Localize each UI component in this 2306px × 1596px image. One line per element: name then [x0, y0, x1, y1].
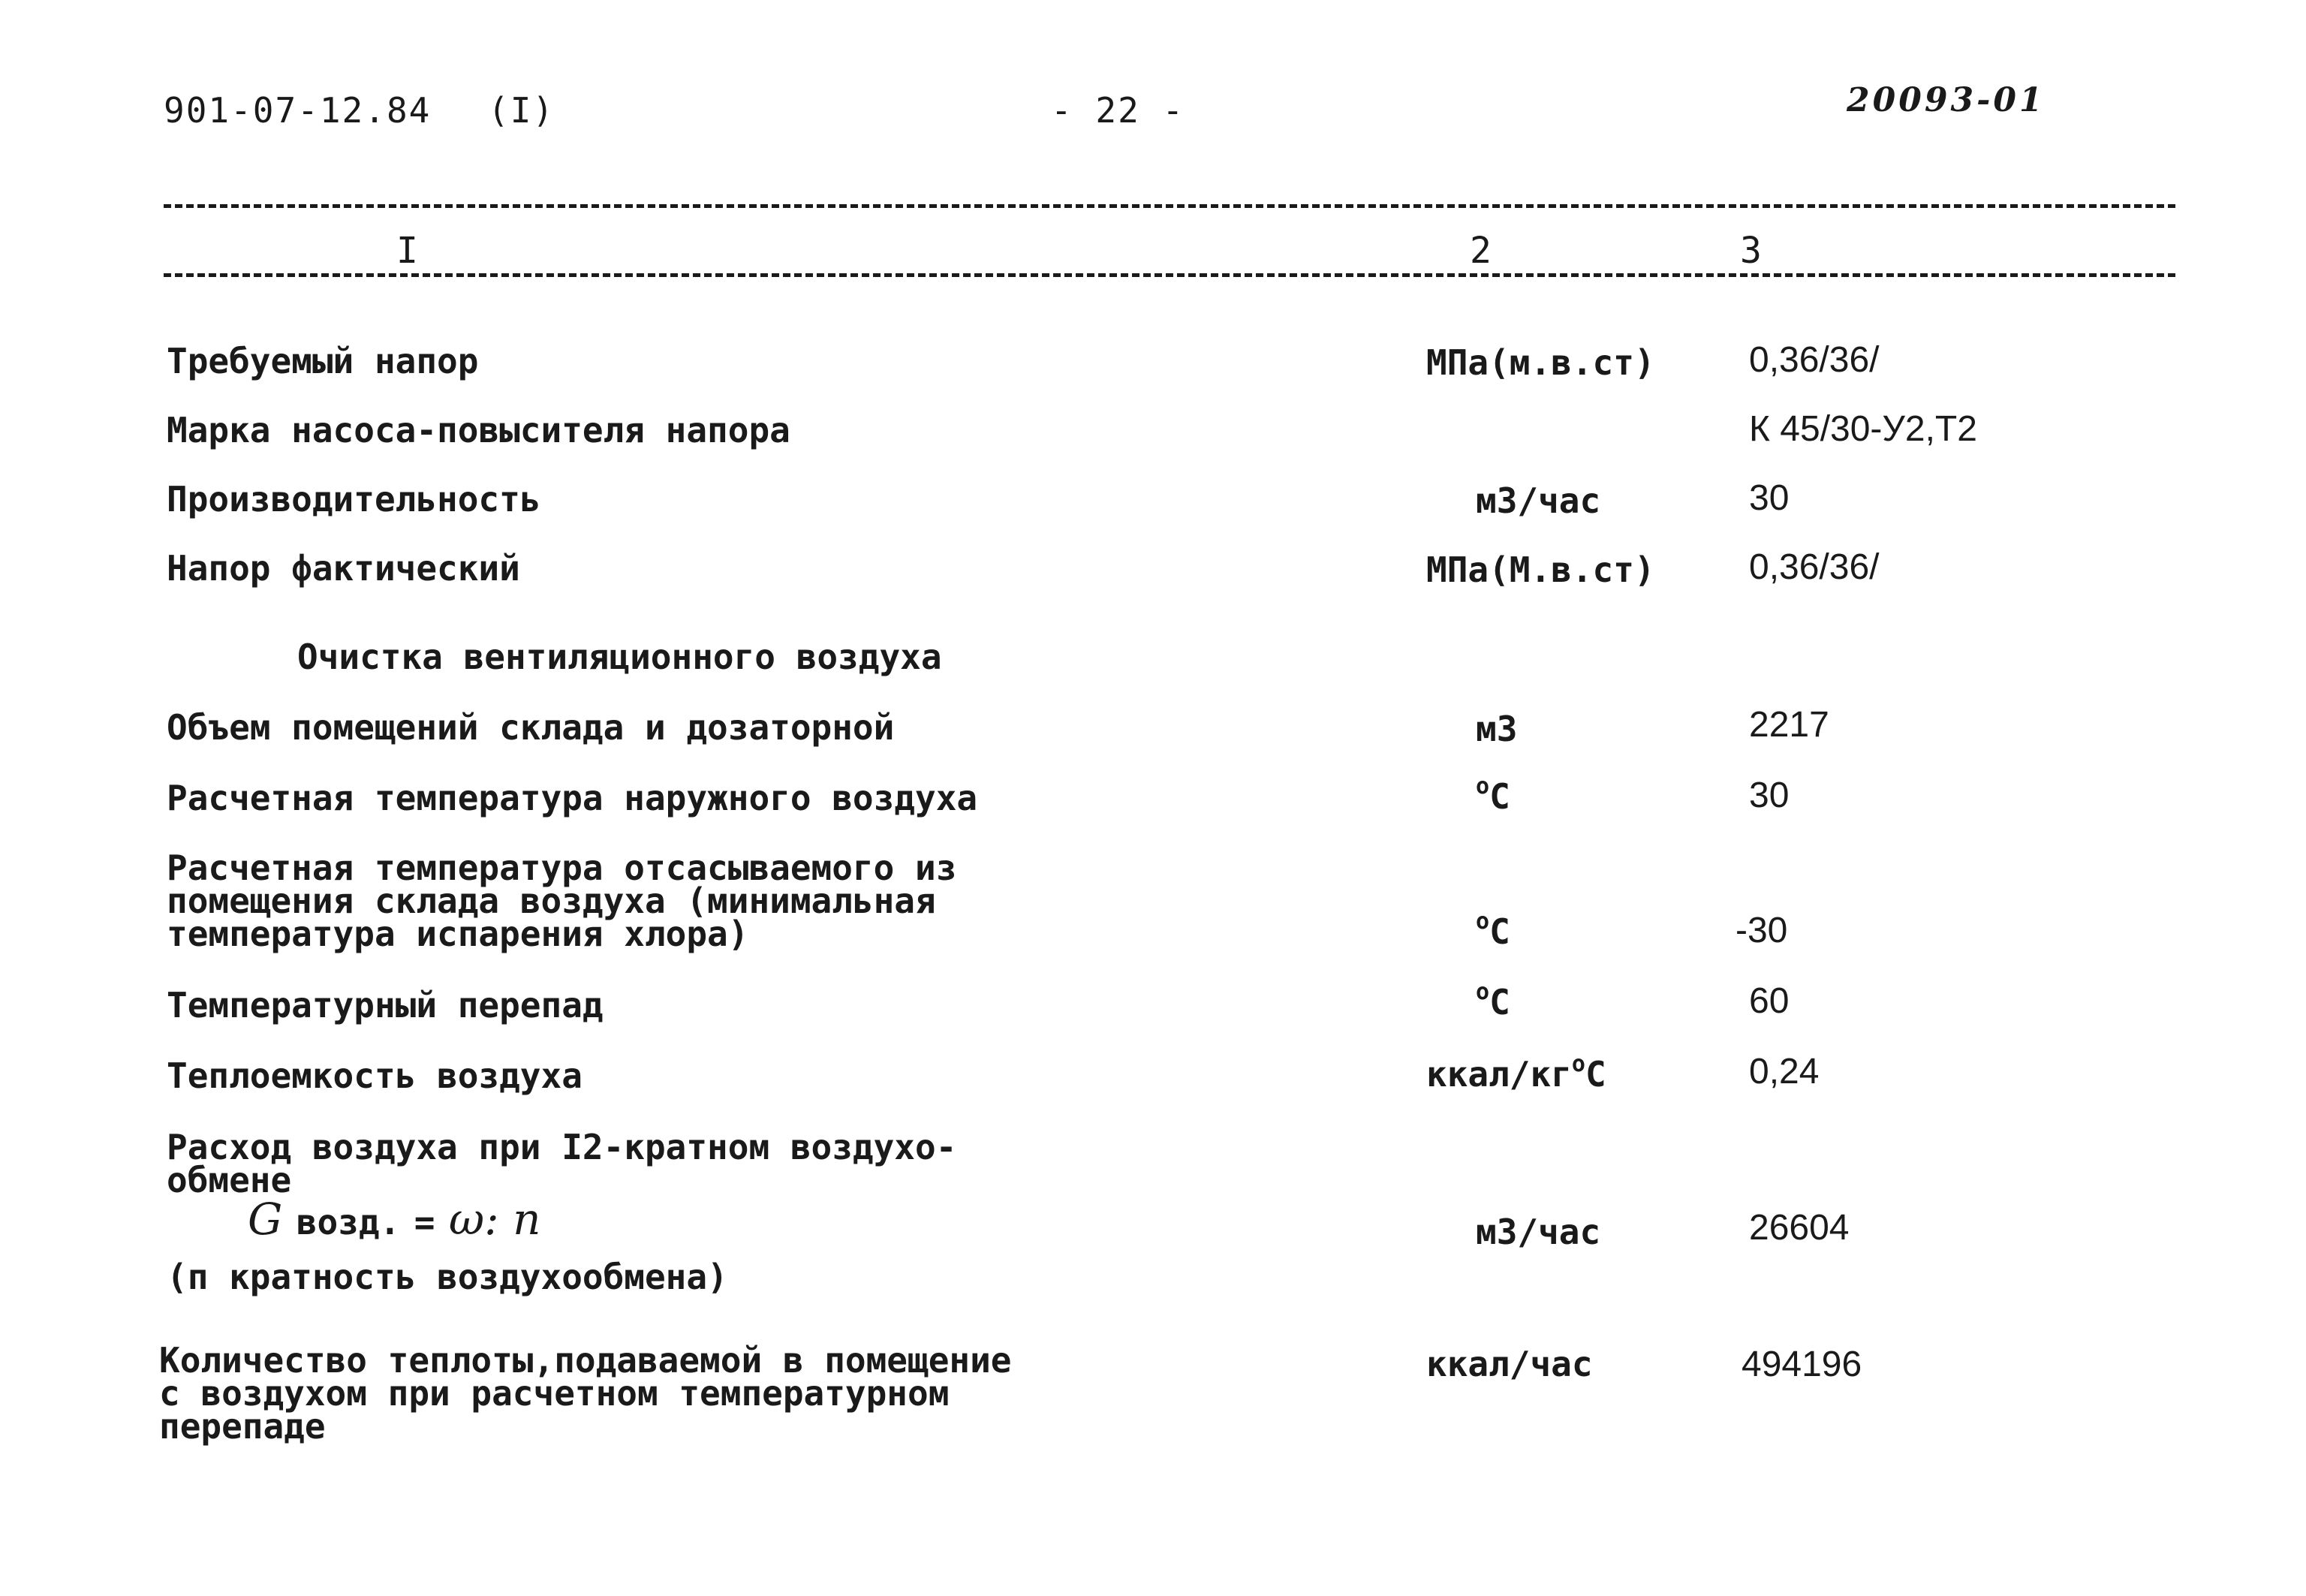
unit-celsius: C	[1489, 776, 1510, 817]
unit-celsius: C	[1489, 911, 1510, 952]
row-label: Температурный перепад	[167, 985, 604, 1025]
air-flow-formula	[248, 1194, 540, 1245]
unit-celsius: C	[1489, 982, 1510, 1022]
row-label: Расчетная температура отсасываемого из помещения склада воздуха (минимальная температура испарения хлора)	[167, 848, 957, 954]
formula-rhs: ω: n	[448, 1194, 541, 1245]
row-unit: ккал/час	[1426, 1344, 1593, 1384]
formula-note: (п кратность воздухообмена)	[167, 1257, 728, 1297]
row-label: Количество теплоты,подаваемой в помещение с воздухом при расчетном температурном перепаде	[159, 1340, 1012, 1447]
row-value: -30	[1736, 911, 1788, 950]
row-value: 26604	[1749, 1208, 1850, 1248]
row-unit: МПа(М.в.ст)	[1426, 550, 1655, 590]
row-value: 60	[1749, 981, 1790, 1021]
row-unit: м3	[1476, 709, 1518, 749]
column-2-number: 2	[1470, 230, 1492, 272]
unit-celsius: C	[1585, 1054, 1606, 1095]
section-heading: Очистка вентиляционного воздуха	[297, 637, 942, 677]
row-value: 2217	[1749, 705, 1829, 745]
row-unit: МПа(м.в.ст)	[1426, 342, 1655, 383]
page-number: - 22 -	[1051, 90, 1185, 131]
row-value: 494196	[1742, 1345, 1862, 1384]
formula-equals: =	[414, 1202, 435, 1242]
row-label: Теплоемкость воздуха	[167, 1055, 583, 1096]
row-unit	[1426, 1051, 1606, 1095]
row-unit	[1476, 908, 1510, 952]
degree-sign: o	[1476, 979, 1490, 1005]
unit-prefix: ккал/кг	[1426, 1054, 1572, 1095]
row-label: Требуемый напор	[167, 341, 479, 381]
row-value: 0,36/36/	[1749, 547, 1880, 587]
formula-subscript: возд.	[296, 1202, 401, 1242]
row-label: Расход воздуха при I2-кратном воздухо- обмене	[167, 1127, 957, 1200]
document-part: (I)	[488, 90, 555, 131]
document-code: 901-07-12.84	[164, 90, 432, 131]
table-top-rule	[164, 204, 2175, 208]
row-value: К 45/30-У2,Т2	[1749, 409, 1977, 449]
row-label: Марка насоса-повысителя напора	[167, 410, 790, 450]
row-value: 30	[1749, 478, 1790, 518]
row-value: 30	[1749, 775, 1790, 815]
row-label: Производительность	[167, 479, 541, 519]
degree-sign: o	[1476, 908, 1490, 935]
row-value: 0,36/36/	[1749, 340, 1880, 380]
row-unit	[1476, 979, 1510, 1022]
handwritten-note: 20093-01	[1847, 81, 2046, 119]
table-header-bottom-rule	[164, 273, 2175, 277]
degree-sign: o	[1571, 1051, 1585, 1077]
column-3-number: 3	[1740, 230, 1762, 272]
row-label: Напор фактический	[167, 548, 520, 589]
degree-sign: o	[1476, 773, 1490, 800]
formula-symbol-g: G	[248, 1194, 283, 1245]
row-label: Расчетная температура наружного воздуха	[167, 778, 978, 818]
column-1-number: I	[396, 230, 418, 272]
row-unit	[1476, 773, 1510, 817]
row-unit: м3/час	[1476, 480, 1601, 521]
row-label: Объем помещений склада и дозаторной	[167, 707, 895, 748]
row-value: 0,24	[1749, 1052, 1820, 1092]
row-unit: м3/час	[1476, 1212, 1601, 1252]
